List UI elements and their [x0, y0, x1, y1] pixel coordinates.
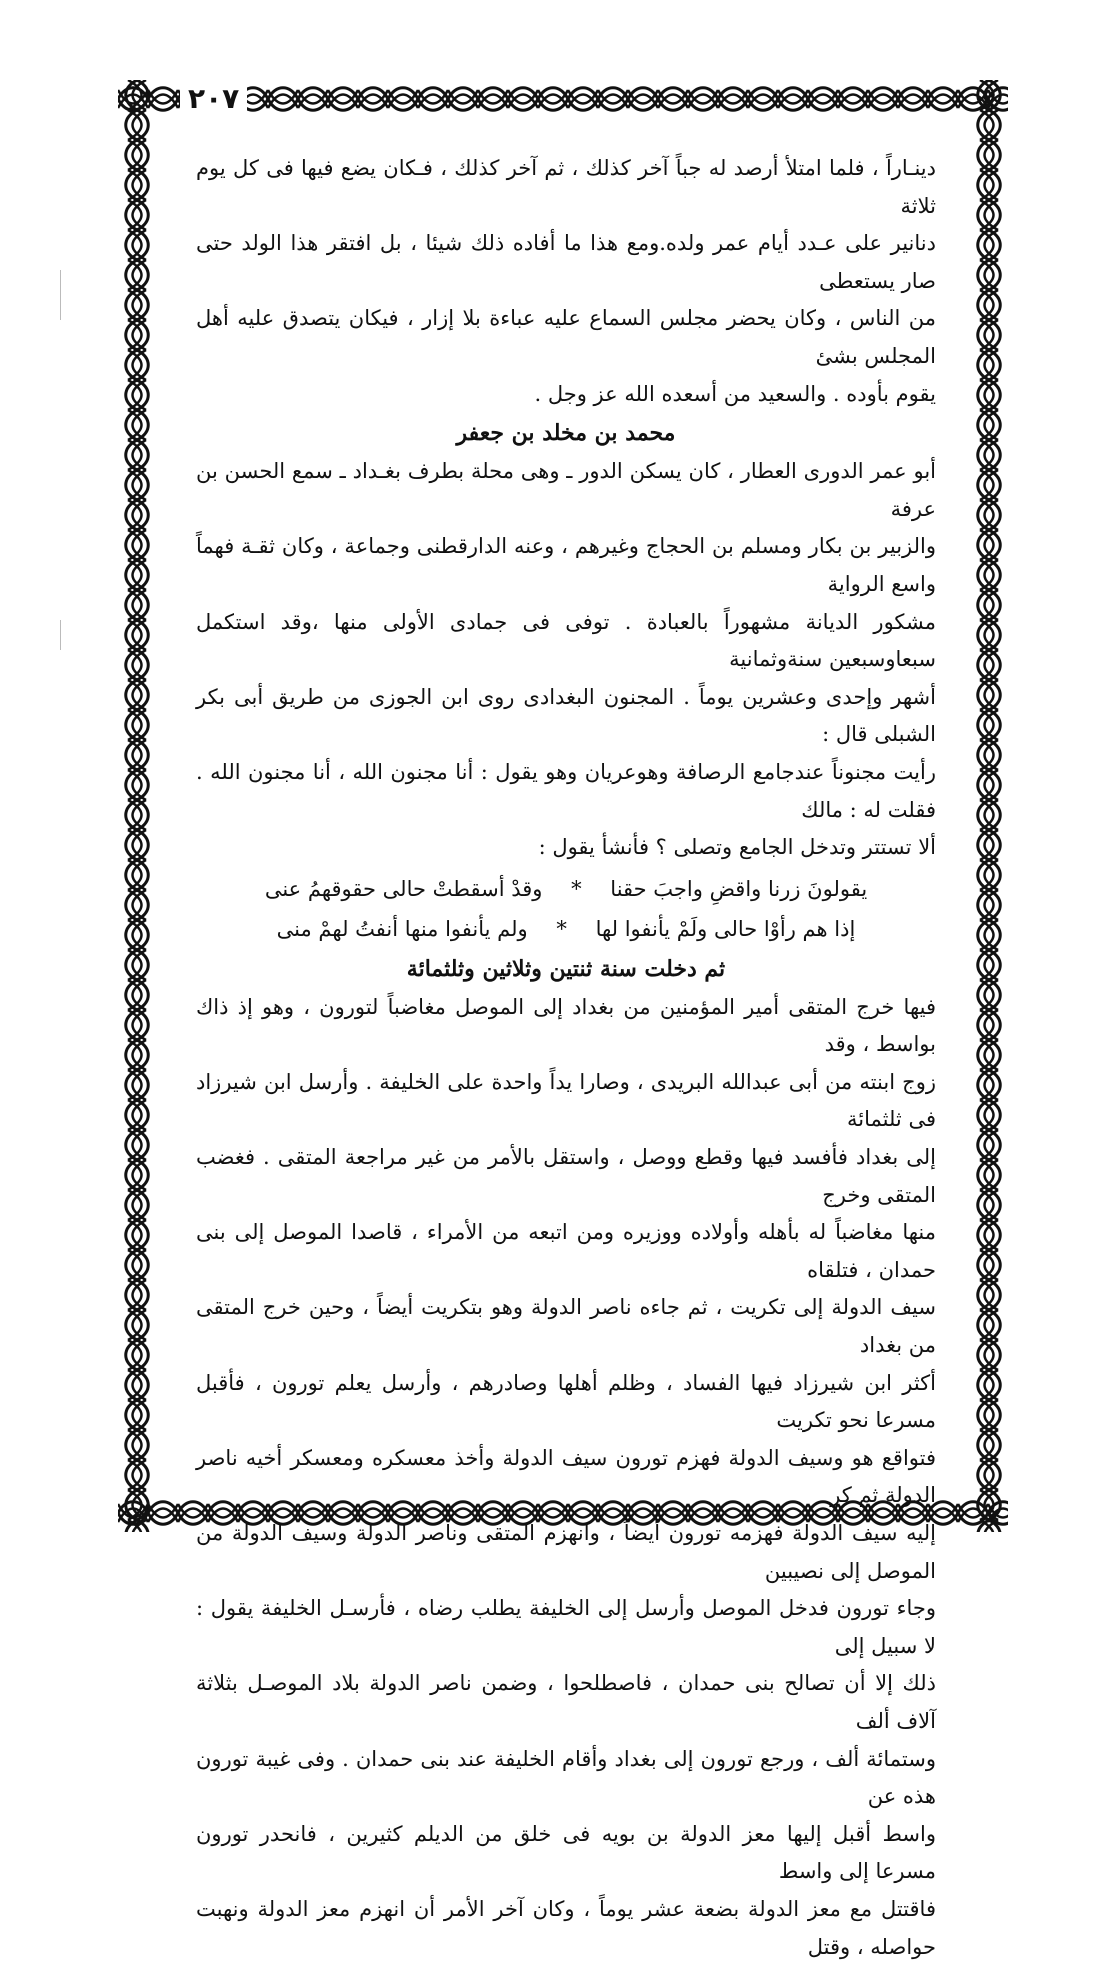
poem-verse [196, 909, 936, 949]
verse-separator: * [556, 916, 567, 941]
text-line: دنانير على عـدد أيام عمر ولده.ومع هذا ما أفاده ذلك شيئا ، بل افتقر هذا الولد حتى صار يستعطى [196, 231, 936, 293]
text-line: من الناس ، وكان يحضر مجلس السماع عليه عباءة بلا إزار ، فيكان يتصدق عليه أهل المجلس بشئ [196, 306, 936, 368]
text-line: مشكور الديانة مشهوراً بالعبادة . توفى فى جمادى الأولى منها ،وقد استكمل سبعاوسبعين سنةوثمانية [196, 609, 936, 672]
border-left [118, 80, 156, 1532]
text-line: إليه سيف الدولة فهزمه تورون أيضاً ، وانهزم المتقى وناصر الدولة وسيف الدولة من الموصل إلى نصيبين [196, 1521, 936, 1583]
text-line: فيها خرج المتقى أمير المؤمنين من بغداد إلى الموصل مغاضباً لتورون ، وهو إذ ذاك بواسط ، وقد [196, 994, 936, 1057]
text-line: أكثر ابن شيرزاد فيها الفساد ، وظلم أهلها وصادرهم ، وأرسل يعلم تورون ، فأقبل مسرعا نحو تكريت [196, 1370, 936, 1433]
text-line: ذلك إلا أن تصالح بنى حمدان ، فاصطلحوا ، وضمن ناصر الدولة بلاد الموصـل بثلاثة آلاف ألف [196, 1671, 936, 1733]
text-line: رأيت مجنوناً عندجامع الرصافة وهوعريان وهو يقول : أنا مجنون الله ، أنا مجنون الله . فقلت له : مالك [196, 759, 936, 822]
poem-verse [196, 869, 936, 909]
text-line: أبو عمر الدورى العطار ، كان يسكن الدور ـ وهى محلة بطرف بغـداد ـ سمع الحسن بن عرفة [196, 459, 936, 521]
text-line: وستمائة ألف ، ورجع تورون إلى بغداد وأقام الخليفة عند بنى حمدان . وفى غيبة تورون هذه عن [196, 1746, 936, 1809]
verse-separator: * [571, 876, 582, 901]
text-line: وجاء تورون فدخل الموصل وأرسل إلى الخليفة يطلب رضاه ، فأرسـل الخليفة يقول : لا سبيل إلى [196, 1596, 936, 1658]
page-number: ٢٠٧ [180, 82, 247, 116]
border-right [970, 80, 1008, 1532]
text-line: يقوم بأوده . والسعيد من أسعده الله عز وجل . [534, 381, 936, 406]
text-line: فتواقع هو وسيف الدولة فهزم تورون سيف الدولة وأخذ معسكره ومعسكر أخيه ناصر الدولة ثم كر [196, 1445, 936, 1508]
verse-second-hemistich: وقدْ أسقطتْ حالى حقوقهمُ عنى [264, 876, 543, 901]
text-line: واسط أقبل إليها معز الدولة بن بويه فى خلق من الديلم كثيرين ، فانحدر تورون مسرعا إلى واسط [196, 1821, 936, 1884]
page-content [196, 150, 936, 1966]
text-line: أشهر وإحدى وعشرين يوماً . المجنون البغدادى روى ابن الجوزى من طريق أبى بكر الشبلى قال : [196, 684, 936, 747]
text-line: زوج ابنته من أبى عبدالله البريدى ، وصارا يداً واحدة على الخليفة . وأرسل ابن شيرزاد فى ثلثمائة [196, 1069, 936, 1132]
text-line: ألا تستتر وتدخل الجامع وتصلى ؟ فأنشأ يقول : [538, 835, 936, 860]
verse-first-hemistich: إذا هم رأوْا حالى ولَمْ يأنفوا لها [595, 916, 856, 941]
section-heading: ثم دخلت سنة ثنتين وثلاثين وثلثمائة [406, 955, 726, 982]
poem [196, 869, 936, 949]
verse-first-hemistich: يقولونَ زرنا واقضِ واجبَ حقنا [610, 876, 868, 901]
verse-second-hemistich: ولم يأنفوا منها أنفتُ لهمْ منى [276, 916, 528, 941]
margin-mark [60, 270, 61, 320]
text-line: منها مغاضباً له بأهله وأولاده ووزيره ومن اتبعه من الأمراء ، قاصدا الموصل إلى بنى حمدان ، فتلقاه [196, 1220, 936, 1282]
section-heading: محمد بن مخلد بن جعفر [456, 420, 676, 447]
year-events-paragraph [196, 989, 936, 1966]
text-line: سيف الدولة إلى تكريت ، ثم جاءه ناصر الدولة وهو بتكريت أيضاً ، وحين خرج المتقى من بغداد [196, 1295, 936, 1358]
text-line: فاقتتل مع معز الدولة بضعة عشر يوماً ، وكان آخر الأمر أن انهزم معز الدولة ونهبت حواصله ، وقتل [196, 1896, 936, 1959]
margin-mark [60, 620, 61, 650]
biography-paragraph [196, 453, 936, 867]
border-top [118, 80, 1008, 118]
paragraph-continuation [196, 150, 936, 413]
text-line: دينـاراً ، فلما امتلأ أرصد له جباً آخر كذلك ، ثم آخر كذلك ، فـكان يضع فيها فى كل يوم ثلاثة [196, 156, 936, 218]
text-line: إلى بغداد فأفسد فيها وقطع ووصل ، واستقل بالأمر من غير مراجعة المتقى . فغضب المتقى وخرج [196, 1145, 936, 1207]
text-line: والزبير بن بكار ومسلم بن الحجاج وغيرهم ، وعنه الدارقطنى وجماعة ، وكان ثقـة فهماً واسع الرواية [196, 534, 936, 596]
